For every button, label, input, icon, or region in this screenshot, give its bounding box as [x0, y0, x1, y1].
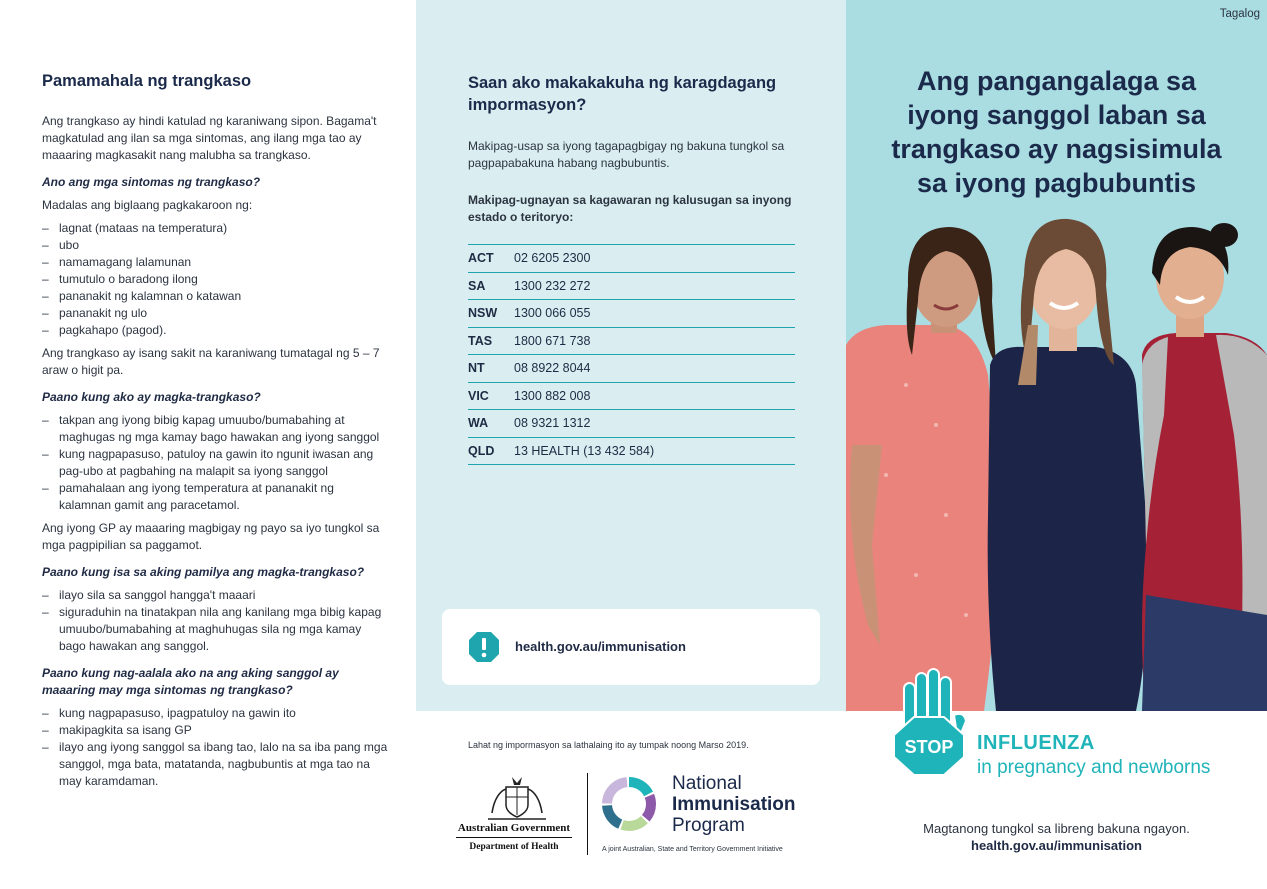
state-cell: VIC: [468, 382, 514, 410]
phone-cell: 1300 232 272: [514, 272, 795, 300]
coat-of-arms-icon: [484, 775, 550, 823]
cta-website-link[interactable]: health.gov.au/immunisation: [971, 838, 1142, 853]
state-cell: SA: [468, 272, 514, 300]
call-to-action: Magtanong tungkol sa libreng bakuna ngayon.: [923, 821, 1190, 836]
table-row: [468, 272, 795, 300]
campaign-subtitle: in pregnancy and newborns: [977, 757, 1211, 778]
list-item: – ilayo ang iyong sanggol sa ibang tao, lalo na sa iba pang mga sanggol, mga bata, matatanda, nagbubuntis at mga tao na may karamdaman.: [42, 739, 388, 790]
duration-paragraph: Ang trangkaso ay isang sakit na karaniwang tumatagal ng 5 – 7 araw o higit pa.: [42, 346, 380, 377]
list-item: – ubo: [42, 237, 388, 254]
headline-line: Ang pangangalaga sa: [916, 66, 1197, 96]
divider: [587, 773, 588, 855]
cover-background: [846, 0, 1267, 711]
question-baby-symptoms: Paano kung nag-aalala ako na ang aking sanggol ay maaaring may mga sintomas ng trangkaso?: [42, 666, 339, 697]
info-title: Saan ako makakakuha ng karagdagang impormasyon?: [468, 74, 777, 114]
info-content: [468, 72, 798, 465]
question-symptoms: Ano ang mga sintomas ng trangkaso?: [42, 175, 261, 189]
intro-paragraph: Ang trangkaso ay hindi katulad ng karaniwang sipon. Bagama't magkatulad ang ilan sa mga sintomas, ang ilang mga tao ay maaaring magkasakit nang malubha sa trangkaso.: [42, 114, 377, 162]
gp-advice-paragraph: Ang iyong GP ay maaaring magbigay ng payo sa iyo tungkol sa mga pagpipilian sa paggamot.: [42, 521, 380, 552]
list-item: – kung nagpapasuso, ipagpatuloy na gawin ito: [42, 705, 388, 722]
website-link-box[interactable]: [442, 609, 820, 685]
list-item: – siguraduhin na tinatakpan nila ang kanilang mga bibig kapag umuubo/bumabahing at maghuhugas sila ng mga kamay bago hawakan ang sanggol.: [42, 604, 388, 655]
phone-cell: 1800 671 738: [514, 327, 795, 355]
list-item: – tumutulo o baradong ilong: [42, 271, 388, 288]
accuracy-note-wrap: [468, 735, 828, 753]
nip-line-1: National: [672, 773, 742, 794]
section-title: Pamamahala ng trangkaso: [42, 72, 252, 90]
headline-line: sa iyong pagbubuntis: [916, 168, 1196, 198]
nip-logo-icon: [600, 775, 658, 833]
headline-line: iyong sanggol laban sa: [907, 100, 1206, 130]
nip-tagline: A joint Australian, State and Territory Government Initiative: [602, 846, 783, 853]
symptoms-list: [42, 220, 388, 339]
state-cell: ACT: [468, 245, 514, 273]
phone-cell: 1300 066 055: [514, 300, 795, 328]
phone-cell: 02 6205 2300: [514, 245, 795, 273]
nip-line-2: Immunisation: [672, 794, 796, 815]
family-list: [42, 587, 388, 655]
list-item: – pamahalaan ang iyong temperatura at pananakit ng kalamnan gamit ang paracetamol.: [42, 480, 388, 514]
table-row: [468, 327, 795, 355]
list-item: – pagkahapo (pagod).: [42, 322, 388, 339]
list-item: – lagnat (mataas na temperatura): [42, 220, 388, 237]
table-row: [468, 410, 795, 438]
list-item: – pananakit ng ulo: [42, 305, 388, 322]
state-cell: NSW: [468, 300, 514, 328]
symptoms-lead: Madalas ang biglaang pagkakaroon ng:: [42, 198, 253, 212]
contact-lead: Makipag-ugnayan sa kagawaran ng kalusugan sa inyong estado o teritoryo:: [468, 193, 792, 224]
nip-name: [672, 773, 796, 836]
language-label: Tagalog: [1219, 8, 1260, 20]
table-row: [468, 300, 795, 328]
state-cell: QLD: [468, 437, 514, 465]
baby-list: [42, 705, 388, 790]
question-if-i-get-flu: Paano kung ako ay magka-trangkaso?: [42, 390, 261, 404]
middle-panel: [416, 0, 846, 889]
cover-headline: [846, 64, 1267, 200]
stop-label: STOP: [904, 737, 954, 757]
list-item: – kung nagpapasuso, patuloy na gawin ito ngunit iwasan ang pag-ubo at pagbahing na malapit sa iyong sanggol: [42, 446, 388, 480]
state-cell: WA: [468, 410, 514, 438]
nip-line-3: Program: [672, 815, 745, 836]
alert-icon: [468, 631, 500, 663]
phone-cell: 13 HEALTH (13 432 584): [514, 437, 795, 465]
logos-area: [454, 773, 834, 863]
phone-cell: 08 9321 1312: [514, 410, 795, 438]
gov-dept: Department of Health: [469, 842, 559, 852]
list-item: – ilayo sila sa sanggol hangga't maaari: [42, 587, 388, 604]
campaign-title: INFLUENZA: [977, 732, 1095, 754]
stop-hand-logo: [894, 665, 968, 777]
contacts-table: [468, 244, 795, 465]
table-row: [468, 355, 795, 383]
phone-cell: 08 8922 8044: [514, 355, 795, 383]
three-women-photo: [846, 215, 1267, 711]
state-cell: TAS: [468, 327, 514, 355]
info-paragraph: Makipag-usap sa iyong tagapagbigay ng bakuna tungkol sa pagpapabakuna habang nagbubuntis.: [468, 139, 785, 170]
list-item: – namamagang lalamunan: [42, 254, 388, 271]
table-row: [468, 437, 795, 465]
self-care-list: [42, 412, 388, 514]
state-cell: NT: [468, 355, 514, 383]
left-panel: [0, 0, 416, 889]
accuracy-note: Lahat ng impormasyon sa lathalaing ito ay tumpak noong Marso 2019.: [468, 740, 749, 750]
headline-line: trangkaso ay nagsisimula: [891, 134, 1222, 164]
website-link[interactable]: health.gov.au/immunisation: [515, 639, 686, 654]
question-family-flu: Paano kung isa sa aking pamilya ang magka-trangkaso?: [42, 565, 365, 579]
gov-name: Australian Government: [457, 822, 571, 834]
list-item: – pananakit ng kalamnan o katawan: [42, 288, 388, 305]
table-row: [468, 245, 795, 273]
list-item: – takpan ang iyong bibig kapag umuubo/bumabahing at maghugas ng mga kamay bago hawakan ang iyong sanggol: [42, 412, 388, 446]
divider: [456, 837, 572, 838]
stop-hand-icon: [894, 665, 968, 777]
phone-cell: 1300 882 008: [514, 382, 795, 410]
cover-panel: [846, 0, 1267, 889]
table-row: [468, 382, 795, 410]
list-item: – makipagkita sa isang GP: [42, 722, 388, 739]
